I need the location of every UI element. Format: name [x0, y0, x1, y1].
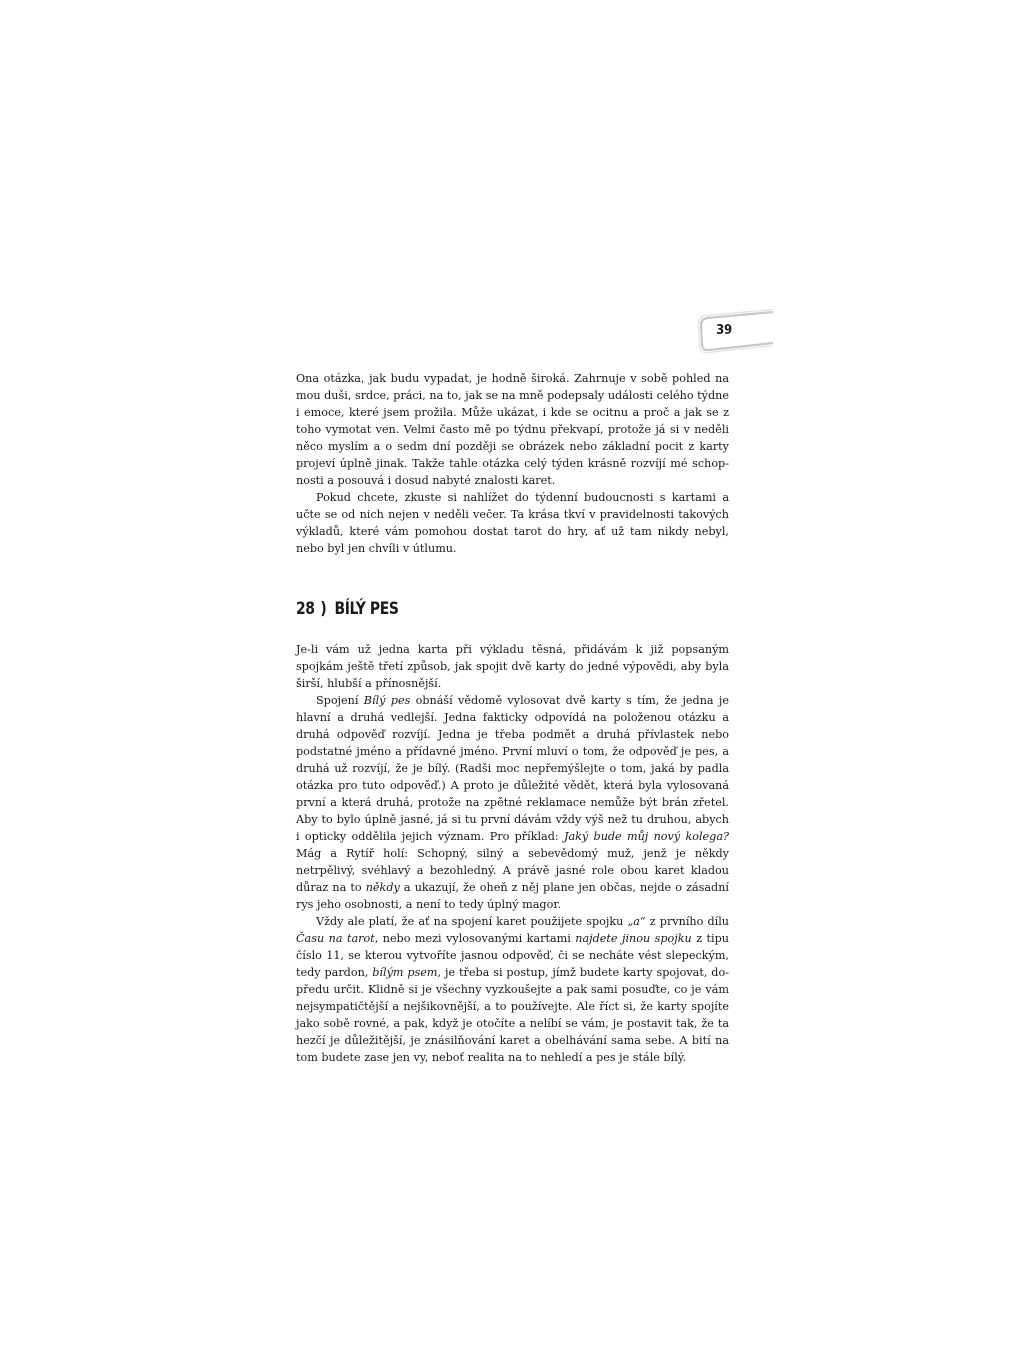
paragraph: Je-li vám už jedna karta při výkladu těsná, přidávám k již popsaným spojkám ještě třetí způsob, jak spojit dvě karty do jedné výpovědi, aby byla širší, hlubší a přínosnější. — [296, 643, 729, 690]
heading-title: BÍLÝ PES — [334, 599, 399, 619]
italic-phrase: bílým psem — [372, 966, 438, 979]
page-number-tab — [697, 309, 774, 355]
page-tab-frame — [697, 309, 774, 355]
section-heading — [296, 599, 398, 619]
italic-book-title: Času na tarot — [296, 932, 375, 945]
paragraph: Spojení Bílý pes obnáší vědomě vylosovat dvě karty s tím, že jedna je hlavní a druhá vedlejší. Jedna fakticky odpovídá na položenou otázku a druhá odpověď rozvíjí. Jedna je třeba podmět a druhá přívlastek nebo podstatné jméno a přídavné jméno. První mluví o tom, že odpověď je pes, a druhá už rozvíjí, že je bílý. (Radši moc nepřemýšlejte o tom, jaká by padla otázka pro tuto odpověď.) A proto je důležité vědět, která byla vylosovaná první a která druhá, protože na zpětné reklamace nemůže být brán zřetel. Aby to bylo úplně jasné, já si tu první dávám vždy výš než tu druhou, abych i opticky oddělila jejich význam. Pro příklad: Jaký bude můj nový kolega? Mág a Rytíř holí: Schopný, silný a sebevědomý muž, jenž je někdy netrpělivý, svéhlavý a bezohledný. A právě jasné role obou karet kladou důraz na to někdy a ukazují, že oheň z něj plane jen občas, nejde o zásadní rys jeho osobnosti, a není to tedy úplný magor. — [296, 694, 729, 911]
body-text-section-1 — [296, 370, 729, 557]
heading-number: 28 — [296, 599, 315, 619]
paragraph: Ona otázka, jak budu vypadat, je hodně široká. Zahrnuje v sobě pohled na mou duši, srdce, práci, na to, jak se na mně podepsaly události celého týdne i emoce, které jsem prožila. Může ukázat, i kde se ocitnu a proč a jak se z toho vymotat ven. Velmi často mě po týdnu překvapí, protože já si v neděli něco myslím a o sedm dní později se obrázek nebo základní pocit z karty projeví úplně jinak. Takže tahle otázka celý týden krásně rozvíjí mé schopnosti a posouvá i dosud nabyté znalosti karet. — [296, 372, 729, 487]
italic-term: Bílý pes — [363, 694, 411, 707]
body-text-section-2 — [296, 641, 729, 1066]
heading-paren: ) — [320, 599, 327, 619]
paragraph: Vždy ale platí, že ať na spojení karet použijete spojku „a“ z prvního dílu Času na tarot, nebo mezi vylosovanými kartami najdete jinou spojku z tipu číslo 11, se kterou vytvoříte jasnou odpověď, či se necháte vést slepeckým, tedy pardon, bílým psem, je třeba si postup, jímž budete karty spojovat, dopředu určit. Klidně si je všechny vyzkoušejte a pak sami posuďte, co je vám nejsympatičtější a nejšikovnější, a to používejte. Ale říct si, že karty spojíte jako sobě rovné, a pak, když je otočíte a nelíbí se vám, je postavit tak, že ta hezčí je důležitější, je znásilňování karet a obelhávání sama sebe. A bití na tom budete zase jen vy, neboť realita na to nehledí a pes je stále bílý. — [296, 915, 730, 1064]
italic-phrase: najdete jinou spojku — [575, 932, 692, 945]
italic-question: Jaký bude můj nový kolega? — [563, 830, 729, 843]
page-number: 39 — [716, 323, 732, 338]
paragraph: Pokud chcete, zkuste si nahlížet do týdenní budoucnosti s kartami a učte se od nich nejen v neděli večer. Ta krása tkví v pravidelnosti takových výkladů, které vám pomohou dostat tarot do hry, ať už tam nikdy nebyl, nebo byl jen chvíli v útlumu. — [296, 491, 729, 555]
italic-term: „a“ — [627, 915, 646, 928]
italic-word: někdy — [365, 881, 400, 894]
